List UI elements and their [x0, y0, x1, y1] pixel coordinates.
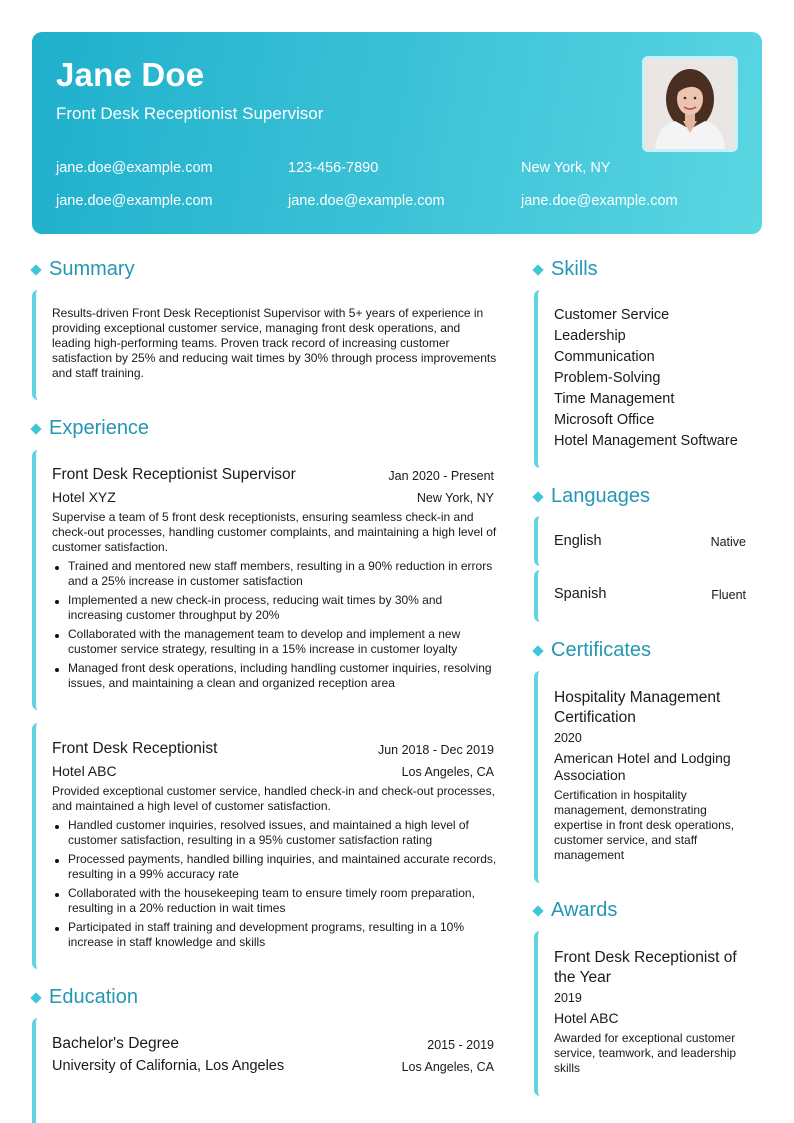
diamond-icon	[532, 645, 543, 656]
certificate-year: 2020	[554, 731, 582, 745]
certificate-issuer: American Hotel and Lodging Association	[554, 750, 731, 783]
achievement-item: Participated in staff training and development programs, resulting in a 10% increase in staff knowledge and skills	[52, 920, 498, 950]
achievement-item: Managed front desk operations, including handling customer inquiries, resolving issues, and maintaining a clean and organized reception area	[52, 661, 498, 691]
achievement-item: Collaborated with the management team to develop and implement a new customer service strategy, resulting in a 15% increase in customer loyalty	[52, 627, 498, 657]
job-dates: Jun 2018 - Dec 2019	[377, 743, 494, 757]
candidate-title: Front Desk Receptionist Supervisor	[56, 104, 324, 123]
award-accent-bar	[534, 931, 546, 1096]
education-location: Los Angeles, CA	[401, 1060, 494, 1074]
job-title: Front Desk Receptionist Supervisor	[52, 466, 296, 483]
education-heading-label: Education	[49, 986, 138, 1008]
language-name: Spanish	[554, 586, 607, 602]
certificates-heading-label: Certificates	[551, 639, 652, 661]
contact-email-2[interactable]: jane.doe@example.com	[56, 193, 213, 209]
job-achievements	[52, 818, 498, 954]
languages-heading-label: Languages	[551, 485, 650, 507]
diamond-icon	[30, 992, 41, 1003]
summary-text: Results-driven Front Desk Receptionist Supervisor with 5+ years of experience in providing exceptional customer service, managing front desk operations, and leading high-performing teams. Proven track record of increasing customer satisfaction by 25% and reducing wait times by 30% through process improvements and staff training.	[52, 306, 497, 380]
profile-photo	[642, 56, 738, 152]
achievement-item: Processed payments, handled billing inquiries, and maintained accurate records, resulting in a 99% accuracy rate	[52, 852, 498, 882]
certificate-title: Hospitality Management Certification	[554, 689, 721, 726]
achievement-item: Trained and mentored new staff members, resulting in a 90% reduction in errors and a 25% increase in customer satisfaction	[52, 559, 498, 589]
skills-heading	[532, 258, 598, 281]
contact-email-3[interactable]: jane.doe@example.com	[288, 193, 445, 209]
language-1-accent-bar	[534, 516, 546, 566]
job-description: Provided exceptional customer service, handled check-in and check-out processes, and maintained a high level of customer satisfaction.	[52, 784, 495, 813]
education-school: University of California, Los Angeles	[52, 1058, 285, 1074]
job-location: Los Angeles, CA	[401, 765, 494, 779]
achievement-item: Handled customer inquiries, resolved issues, and maintained a high level of customer satisfaction, resulting in a 95% customer satisfaction rating	[52, 818, 498, 848]
language-level: Fluent	[711, 588, 746, 602]
job-title: Front Desk Receptionist	[52, 740, 218, 757]
summary-heading	[30, 258, 135, 281]
resume-header	[32, 32, 762, 234]
award-year: 2019	[554, 991, 582, 1005]
award-issuer: Hotel ABC	[554, 1010, 619, 1026]
contact-location: New York, NY	[521, 160, 611, 176]
skill-item: Problem-Solving	[554, 370, 661, 386]
skill-item: Leadership	[554, 328, 626, 344]
contact-phone[interactable]: 123-456-7890	[288, 160, 379, 176]
skill-item: Hotel Management Software	[554, 433, 738, 449]
contact-email-4[interactable]: jane.doe@example.com	[521, 193, 678, 209]
diamond-icon	[30, 264, 41, 275]
certificates-heading	[532, 639, 651, 662]
diamond-icon	[532, 264, 543, 275]
skills-heading-label: Skills	[551, 258, 598, 280]
achievement-item: Collaborated with the housekeeping team to ensure timely room preparation, resulting in a 20% reduction in wait times	[52, 886, 498, 916]
education-degree: Bachelor's Degree	[52, 1035, 180, 1052]
language-name: English	[554, 533, 602, 549]
skills-list	[554, 305, 738, 452]
diamond-icon	[532, 905, 543, 916]
job-company: Hotel ABC	[52, 763, 117, 779]
contact-email[interactable]: jane.doe@example.com	[56, 160, 213, 176]
awards-heading-label: Awards	[551, 899, 618, 921]
certificate-accent-bar	[534, 671, 546, 883]
language-level: Native	[710, 535, 746, 549]
skill-item: Customer Service	[554, 307, 670, 323]
job-dates: Jan 2020 - Present	[388, 469, 494, 483]
education-accent-bar	[32, 1018, 44, 1123]
awards-heading	[532, 899, 617, 922]
experience-2-accent-bar	[32, 723, 44, 969]
summary-accent-bar	[32, 290, 44, 400]
candidate-name: Jane Doe	[56, 56, 205, 93]
job-achievements	[52, 559, 498, 695]
language-2-accent-bar	[534, 570, 546, 622]
skill-item: Microsoft Office	[554, 412, 655, 428]
skill-item: Communication	[554, 349, 655, 365]
skills-accent-bar	[534, 290, 546, 468]
diamond-icon	[532, 491, 543, 502]
certificate-description: Certification in hospitality management, demonstrating expertise in front desk operations, customer service, and staff management	[554, 788, 735, 862]
job-description: Supervise a team of 5 front desk receptionists, ensuring seamless check-in and check-out processes, handling customer complaints, and maintaining a high level of customer satisfaction.	[52, 510, 497, 554]
education-heading	[30, 986, 138, 1009]
achievement-item: Implemented a new check-in process, reducing wait times by 30% and increasing customer throughput by 20%	[52, 593, 498, 623]
experience-1-accent-bar	[32, 450, 44, 710]
diamond-icon	[30, 423, 41, 434]
job-location: New York, NY	[416, 491, 494, 505]
summary-heading-label: Summary	[49, 258, 135, 280]
job-company: Hotel XYZ	[52, 489, 116, 505]
award-description: Awarded for exceptional customer service, teamwork, and leadership skills	[554, 1031, 737, 1075]
experience-heading	[30, 417, 149, 440]
skill-item: Time Management	[554, 391, 675, 407]
education-dates: 2015 - 2019	[427, 1038, 494, 1052]
languages-heading	[532, 485, 650, 508]
experience-heading-label: Experience	[49, 417, 150, 439]
award-title: Front Desk Receptionist of the Year	[554, 949, 737, 986]
profile-photo-image	[645, 59, 735, 149]
